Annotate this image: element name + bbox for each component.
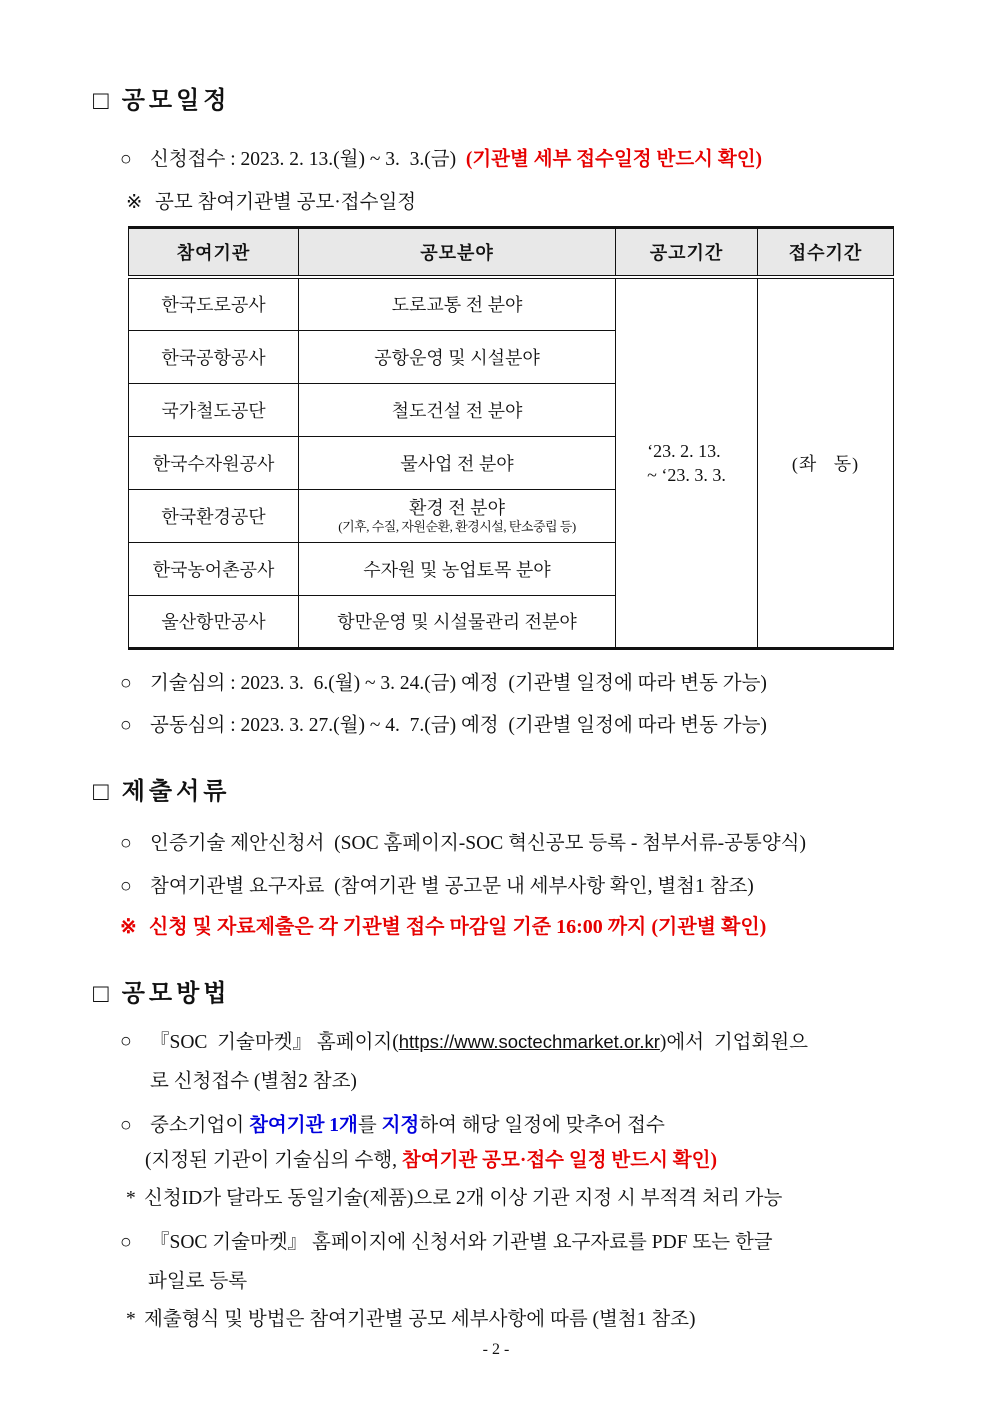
asterisk-icon: * — [126, 1187, 136, 1209]
method-item-upload-cont — [148, 1268, 906, 1295]
section-title-schedule-label: 공모일정 — [121, 88, 231, 114]
designate-seg1: 중소기업이 — [150, 1114, 250, 1136]
joint-review-line — [120, 712, 906, 739]
tech-review-text: 기술심의 : 2023. 3. 6.(월) ~ 3. 24.(금) 예정 (기관별 일정에 따라 변동 가능) — [150, 672, 767, 694]
schedule-table — [128, 226, 894, 650]
checkbox-icon: □ — [93, 776, 109, 806]
method-note-id-text: 신청ID가 달라도 동일기술(제품)으로 2개 이상 기관 지정 시 부적격 처리 가능 — [144, 1187, 783, 1209]
org-cell: 울산항만공사 — [129, 595, 299, 648]
documents-item-required — [120, 873, 906, 900]
table-header-row — [129, 228, 894, 278]
org-cell: 한국공항공사 — [129, 330, 299, 383]
checkbox-icon: □ — [93, 86, 109, 115]
designate-seg2-blue: 참여기관 1개 — [249, 1114, 358, 1136]
method-item-designate-text — [150, 1112, 665, 1139]
circle-bullet-icon: ○ — [120, 832, 132, 854]
circle-bullet-icon: ○ — [120, 875, 132, 897]
field-cell: 물사업 전 분야 — [299, 436, 616, 489]
circle-bullet-icon: ○ — [120, 1030, 132, 1052]
table-caption-text: 공모 참여기관별 공모·접수일정 — [155, 192, 417, 213]
designate-paren-text — [145, 1147, 717, 1174]
reference-mark-icon: ※ — [126, 192, 143, 213]
deadline-note-line — [120, 913, 906, 941]
method-item-designate — [120, 1112, 906, 1139]
org-cell: 한국농어촌공사 — [129, 542, 299, 595]
documents-item-proposal-text: 인증기술 제안신청서 (SOC 홈페이지-SOC 혁신공모 등록 - 첨부서류-공통양식) — [150, 832, 806, 854]
joint-review-text: 공동심의 : 2023. 3. 27.(월) ~ 4. 7.(금) 예정 (기관별 일정에 따라 변동 가능) — [150, 714, 767, 736]
method-item-homepage-cont — [150, 1068, 906, 1095]
tech-review-line — [120, 670, 906, 697]
announce-period-line1: ‘23. 2. 13. — [647, 440, 721, 461]
col-header-organization: 참여기관 — [129, 228, 299, 278]
method-item-upload-text: 『SOC 기술마켓』 홈페이지에 신청서와 기관별 요구자료를 PDF 또는 한글 — [150, 1231, 773, 1253]
section-title-documents — [93, 777, 906, 807]
section-title-schedule — [93, 86, 906, 116]
field-main-text: 환경 전 분야 — [409, 497, 505, 518]
announce-period-line2: ~ ‘23. 3. 3. — [647, 464, 726, 485]
col-header-receipt-period: 접수기간 — [758, 228, 894, 278]
designate-seg3: 를 — [357, 1114, 382, 1136]
section-title-method — [93, 979, 906, 1009]
field-cell: 도로교통 전 분야 — [299, 277, 616, 330]
apply-period-line — [120, 146, 906, 173]
reference-mark-icon: ※ — [120, 915, 137, 938]
method-homepage-suffix: )에서 기업회원으 — [659, 1031, 809, 1053]
designate-seg5: 하여 해당 일정에 맞추어 접수 — [419, 1114, 665, 1136]
method-item-homepage-text — [150, 1028, 808, 1056]
method-item-designate-cont — [145, 1147, 906, 1174]
apply-period-text — [150, 146, 762, 173]
documents-item-required-text: 참여기관별 요구자료 (참여기관 별 공고문 내 세부사항 확인, 별첨1 참조) — [150, 875, 754, 897]
col-header-field: 공모분야 — [299, 228, 616, 278]
field-cell — [299, 489, 616, 542]
method-upload-line2: 파일로 등록 — [148, 1270, 248, 1292]
documents-item-proposal — [120, 830, 906, 857]
circle-bullet-icon: ○ — [120, 1231, 132, 1253]
circle-bullet-icon: ○ — [120, 672, 132, 694]
field-cell: 수자원 및 농업토목 분야 — [299, 542, 616, 595]
announce-period-cell — [616, 277, 758, 648]
method-homepage-prefix: 『SOC 기술마켓』 홈페이지( — [150, 1031, 399, 1053]
method-item-homepage — [120, 1028, 906, 1056]
table-caption-line — [126, 189, 906, 216]
page-number: - 2 - — [482, 1341, 510, 1358]
soc-techmarket-link[interactable]: https://www.soctechmarket.or.kr — [398, 1030, 660, 1052]
asterisk-icon: * — [126, 1308, 136, 1330]
deadline-note-text: 신청 및 자료제출은 각 기관별 접수 마감일 기준 16:00 까지 (기관별 확인) — [149, 915, 767, 938]
field-cell: 철도건설 전 분야 — [299, 383, 616, 436]
method-homepage-line2: 로 신청접수 (별첨2 참조) — [150, 1070, 357, 1092]
method-note-format-text: 제출형식 및 방법은 참여기관별 공모 세부사항에 따름 (별첨1 참조) — [144, 1308, 696, 1330]
org-cell: 한국환경공단 — [129, 489, 299, 542]
section-title-method-label: 공모방법 — [121, 980, 231, 1007]
designate-paren-red: 참여기관 공모·접수 일정 반드시 확인) — [401, 1149, 717, 1171]
org-cell: 한국수자원공사 — [129, 436, 299, 489]
designate-paren-black: (지정된 기관이 기술심의 수행, — [145, 1149, 402, 1171]
section-title-documents-label: 제출서류 — [121, 778, 231, 805]
apply-period-warning: (기관별 세부 접수일정 반드시 확인) — [465, 149, 763, 170]
receipt-period-cell: (좌 동) — [758, 277, 894, 648]
circle-bullet-icon: ○ — [120, 149, 132, 170]
apply-period-dates: 신청접수 : 2023. 2. 13.(월) ~ 3. 3.(금) — [150, 149, 466, 170]
table-row — [129, 277, 894, 330]
method-note-id — [126, 1185, 906, 1212]
designate-seg4-blue: 지정 — [381, 1114, 420, 1136]
field-cell: 공항운영 및 시설분야 — [299, 330, 616, 383]
field-cell: 항만운영 및 시설물관리 전분야 — [299, 595, 616, 648]
circle-bullet-icon: ○ — [120, 1114, 132, 1136]
col-header-announce-period: 공고기간 — [616, 228, 758, 278]
org-cell: 한국도로공사 — [129, 277, 299, 330]
method-note-format — [126, 1306, 906, 1333]
method-item-upload — [120, 1229, 906, 1256]
checkbox-icon: □ — [93, 978, 109, 1008]
announce-period-dates — [647, 439, 726, 487]
circle-bullet-icon: ○ — [120, 714, 132, 736]
field-note-text: (기후, 수질, 자원순환, 환경시설, 탄소중립 등) — [338, 518, 576, 534]
org-cell: 국가철도공단 — [129, 383, 299, 436]
